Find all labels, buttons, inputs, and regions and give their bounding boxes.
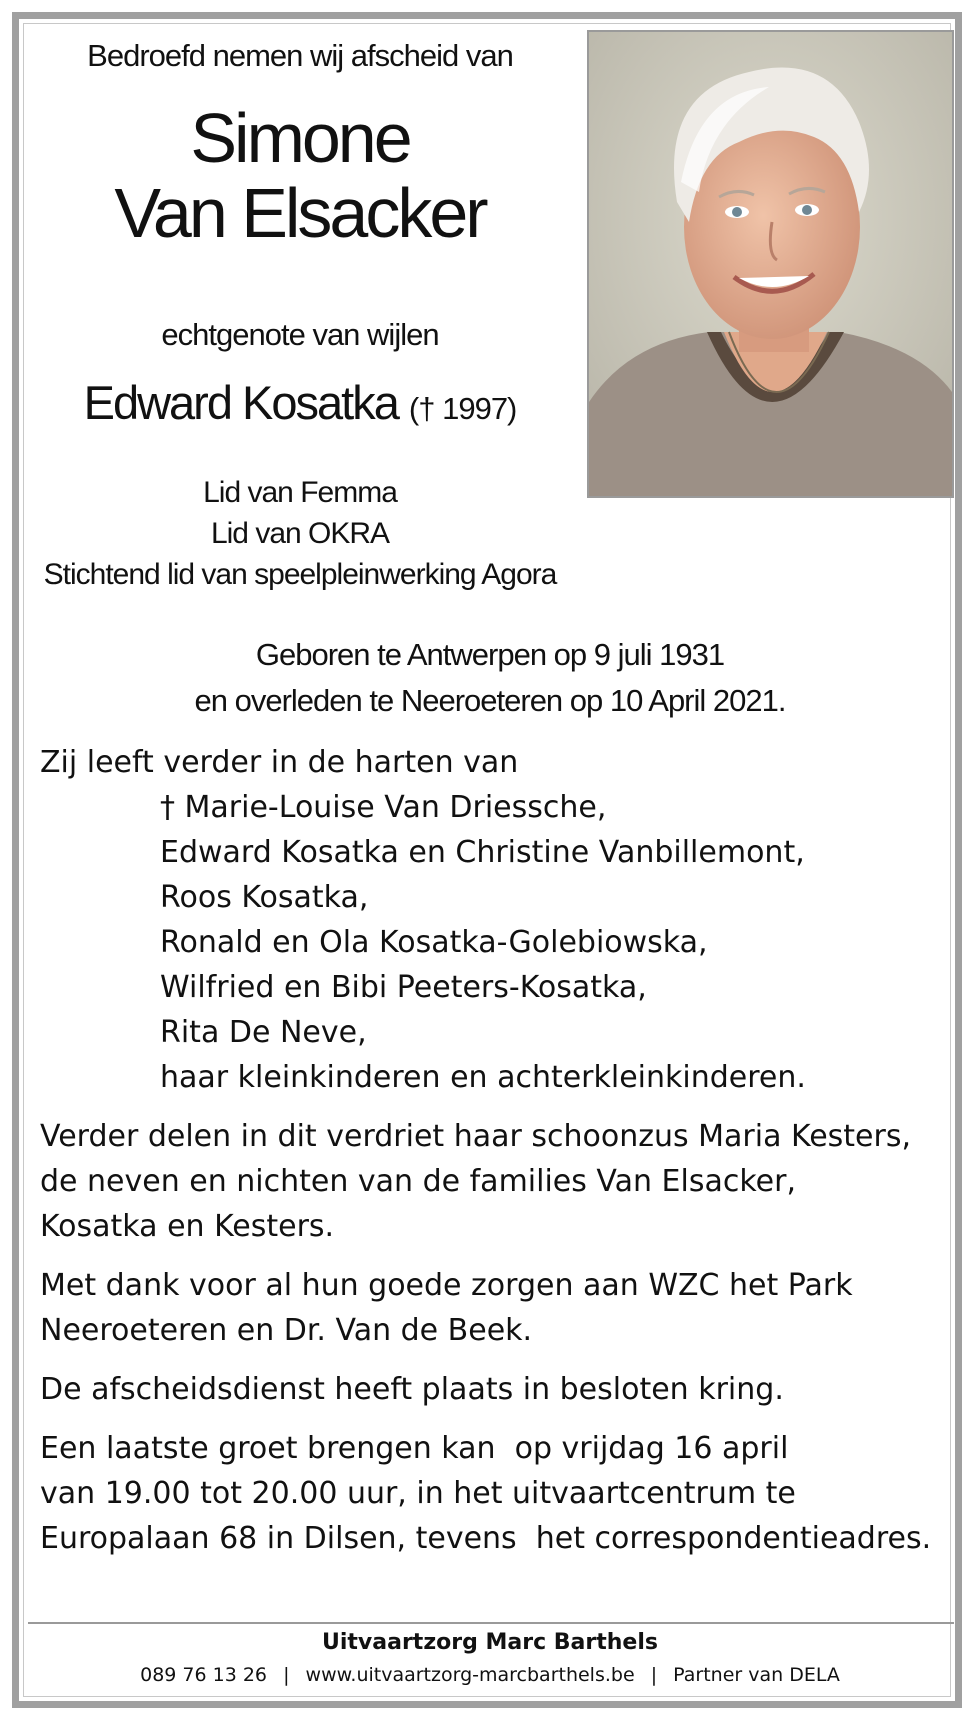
visit-paragraph: [40, 1426, 940, 1561]
survivor-item: Edward Kosatka en Christine Vanbillemont,: [160, 835, 805, 870]
footer-divider: [28, 1622, 954, 1624]
survivor-item: haar kleinkinderen en achterkleinkinderen.: [160, 1060, 806, 1095]
visit-line: Een laatste groet brengen kan op vrijdag 16 april: [40, 1431, 789, 1466]
family-paragraph: [40, 1114, 940, 1249]
portrait-illustration: [589, 32, 952, 496]
thanks-line: Neeroeteren en Dr. Van de Beek.: [40, 1313, 533, 1348]
survivor-item: † Marie-Louise Van Driessche,: [160, 790, 607, 825]
announcement-body: [40, 740, 940, 1561]
deceased-first-name: Simone: [190, 99, 410, 177]
portrait-photo: [587, 30, 954, 498]
family-line: Verder delen in dit verdriet haar schoonzus Maria Kesters,: [40, 1119, 911, 1154]
website-link[interactable]: www.uitvaartzorg-marcbarthels.be: [305, 1664, 635, 1686]
membership-item: Lid van OKRA: [210, 517, 390, 550]
membership-item: Stichtend lid van speelpleinwerking Agora: [43, 558, 557, 591]
family-line: de neven en nichten van de families Van Elsacker,: [40, 1164, 796, 1199]
survivor-item: Wilfried en Bibi Peeters-Kosatka,: [160, 970, 647, 1005]
family-line: Kosatka en Kesters.: [40, 1209, 335, 1244]
survivor-item: Roos Kosatka,: [160, 880, 369, 915]
spouse-line: [20, 375, 580, 430]
separator: |: [283, 1664, 290, 1686]
funeral-firm-contact: [0, 1664, 980, 1686]
thanks-paragraph: [40, 1263, 940, 1353]
phone-number: 089 76 13 26: [140, 1664, 268, 1686]
survivor-item: Rita De Neve,: [160, 1015, 367, 1050]
partner-text: Partner van DELA: [673, 1664, 840, 1686]
deceased-last-name: Van Elsacker: [114, 173, 486, 252]
birth-death-info: [150, 632, 830, 724]
death-line: en overleden te Neeroeteren op 10 April 2021.: [194, 683, 786, 718]
survivor-item: Ronald en Ola Kosatka-Golebiowska,: [160, 925, 708, 960]
funeral-firm-name: Uitvaartzorg Marc Barthels: [322, 1630, 658, 1655]
header: [20, 40, 580, 430]
visit-line: van 19.00 tot 20.00 uur, in het uitvaartcentrum te: [40, 1476, 796, 1511]
spouse-intro: echtgenote van wijlen: [161, 316, 439, 352]
spouse-name: Edward Kosatka: [83, 375, 398, 429]
spouse-death-year: († 1997): [408, 390, 517, 426]
survivors-list: [40, 785, 940, 1100]
survivors-intro: Zij leeft verder in de harten van: [40, 745, 519, 780]
deceased-name: [20, 101, 580, 251]
separator: |: [650, 1664, 658, 1686]
membership-item: Lid van Femma: [203, 476, 397, 509]
service-paragraph: De afscheidsdienst heeft plaats in besloten kring.: [40, 1372, 784, 1407]
visit-line: Europalaan 68 in Dilsen, tevens het correspondentieadres.: [40, 1521, 932, 1556]
memberships: [20, 472, 580, 595]
birth-line: Geboren te Antwerpen op 9 juli 1931: [255, 637, 725, 672]
intro-text: Bedroefd nemen wij afscheid van: [87, 38, 513, 73]
thanks-line: Met dank voor al hun goede zorgen aan WZC het Park: [40, 1268, 853, 1303]
